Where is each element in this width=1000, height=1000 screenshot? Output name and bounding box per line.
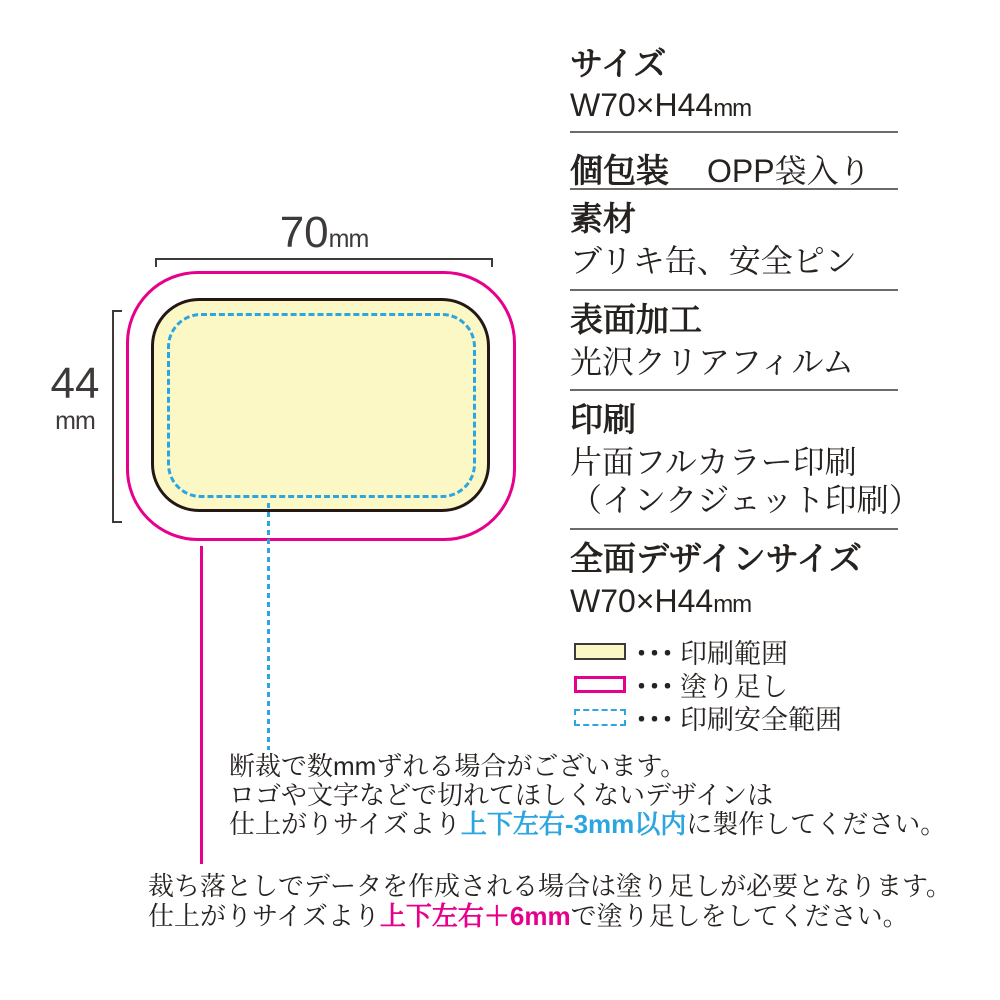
trim-note-line-3-post: に製作してください。 [686, 809, 947, 839]
spec-value-printing: 片面フルカラー印刷 [570, 444, 857, 480]
width-dimension-value: 70 [279, 208, 329, 257]
safe-area-swatch [574, 709, 626, 726]
design-size-value-unit: mm [713, 591, 752, 618]
spec-label-material: 素材 [570, 200, 636, 237]
spec-list [570, 0, 921, 760]
safe-area-outline-rect [167, 313, 476, 498]
bleed-margin-highlight: 上下左右＋6mm [379, 901, 571, 931]
spec-label-printing: 印刷 [570, 401, 636, 438]
bleed-note-line-2 [148, 901, 952, 931]
spec-label-packaging: 個包装 [570, 152, 669, 189]
trim-note-line-2: ロゴや文字などで切れてほしくないデザインは [229, 780, 774, 810]
legend-label-print-area: 印刷範囲 [680, 639, 789, 669]
legend-label-bleed: 塗り足し [680, 672, 789, 702]
bleed-swatch [574, 676, 626, 693]
legend-dots: ・・・ [629, 639, 669, 668]
spec-label-size: サイズ [570, 45, 667, 82]
trim-note-line-3-pre: 仕上がりサイズより [229, 809, 461, 839]
width-dimension-unit: mm [328, 225, 369, 253]
height-dimension-unit: mm [55, 407, 95, 435]
legend-label-safe-area: 印刷安全範囲 [680, 705, 843, 735]
spec-divider [570, 389, 898, 391]
legend-dots: ・・・ [629, 705, 669, 734]
height-dimension-bracket [112, 310, 122, 523]
bleed-leader-line [200, 546, 203, 864]
spec-row-packaging [570, 145, 871, 192]
height-dimension-label [44, 359, 106, 435]
width-dimension-bracket [155, 258, 493, 267]
safe-area-leader-line [267, 503, 270, 750]
spec-label-surface-finish: 表面加工 [570, 301, 702, 338]
height-dimension-value: 44 [50, 359, 100, 408]
spec-divider [570, 131, 898, 133]
bleed-note-line-2-pre: 仕上がりサイズより [148, 901, 380, 931]
print-area-swatch [574, 643, 626, 660]
spec-value-design-size [570, 583, 751, 620]
spec-label-design-size: 全面デザインサイズ [570, 540, 863, 577]
width-dimension-label [155, 208, 493, 257]
spec-value-printing-method: （インクジェット印刷） [570, 482, 921, 518]
size-value-text: W70×H44 [570, 87, 714, 123]
bleed-note-line-2-post: で塗り足しをしてください。 [570, 901, 909, 931]
size-value-unit: mm [713, 95, 752, 122]
bleed-note-line-1: 裁ち落としでデータを作成される場合は塗り足しが必要となります。 [148, 871, 952, 901]
bleed-instruction-note [148, 871, 952, 931]
spec-divider [570, 188, 898, 190]
safe-margin-highlight: 上下左右-3mm以内 [460, 809, 687, 839]
legend-dots: ・・・ [629, 672, 669, 701]
legend-item-safe-area [574, 698, 842, 737]
spec-value-packaging: OPP袋入り [707, 153, 871, 189]
trim-note-line-1: 断裁で数mmずれる場合がございます。 [229, 751, 687, 781]
spec-divider [570, 289, 898, 291]
design-size-value-text: W70×H44 [570, 583, 714, 619]
trim-shift-warning-note [229, 752, 946, 839]
spec-value-material: ブリキ缶、安全ピン [570, 243, 857, 279]
trim-note-line-3 [229, 810, 946, 839]
spec-value-surface-finish: 光沢クリアフィルム [570, 344, 855, 380]
spec-divider [570, 528, 898, 530]
spec-value-size [570, 87, 751, 124]
